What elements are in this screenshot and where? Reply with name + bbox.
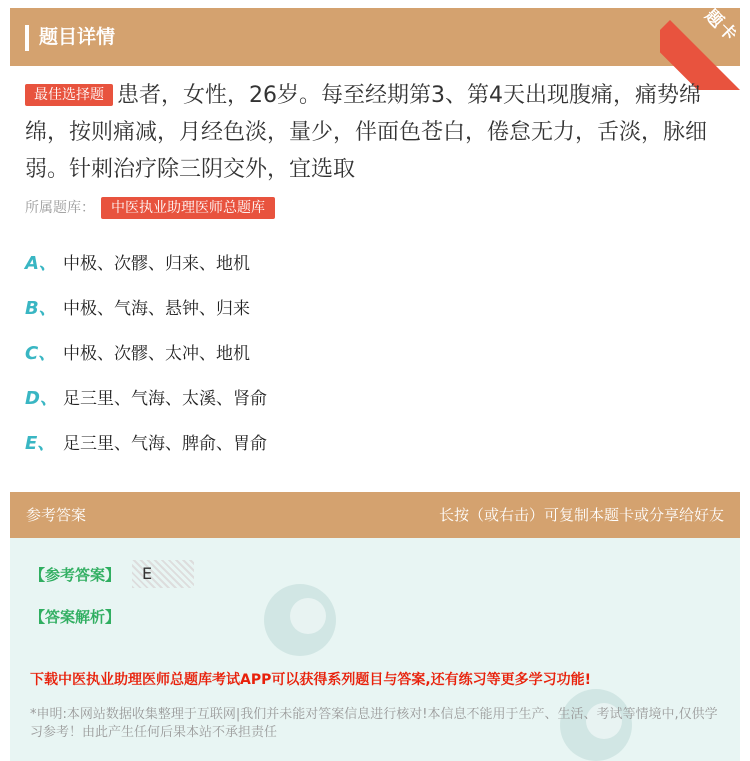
bank-name-badge[interactable]: 中医执业助理医师总题库 (101, 197, 275, 219)
option-e[interactable] (25, 431, 267, 457)
answer-header (10, 492, 740, 538)
share-hint: 长按（或右击）可复制本题卡或分享给好友 (438, 506, 724, 524)
header-accent-bar (25, 25, 29, 51)
option-letter: A、 (25, 253, 57, 274)
answer-panel (10, 492, 740, 761)
option-text: 足三里、气海、脾俞、胃俞 (63, 434, 267, 454)
bank-label: 所属题库： (25, 200, 95, 216)
option-text: 足三里、气海、太溪、肾俞 (63, 389, 267, 409)
ribbon-label: 题卡 (700, 5, 742, 47)
question-bank-row (25, 196, 275, 220)
option-b[interactable] (25, 296, 250, 322)
option-text: 中极、次髎、归来、地机 (63, 254, 250, 274)
answer-value[interactable]: E (132, 560, 194, 588)
header-bar (10, 8, 740, 66)
option-d[interactable] (25, 386, 267, 412)
option-letter: C、 (25, 343, 57, 364)
reference-answer-tag: 【参考答案】 (30, 566, 121, 584)
watermark-logo-inner (290, 598, 326, 634)
question-stem (25, 77, 725, 188)
page-title: 题目详情 (39, 26, 116, 48)
question-text: 患者，女性，26岁。每至经期第3、第4天出现腹痛，痛势绵绵，按则痛减，月经色淡，量少，伴面色苍白，倦怠无力，舌淡，脉细弱。针刺治疗除三阴交外，宜选取 (25, 83, 708, 182)
download-app-link[interactable]: 下载中医执业助理医师总题库考试APP可以获得系列题目与答案,还有练习等更多学习功能! (30, 672, 592, 688)
option-c[interactable] (25, 341, 250, 367)
option-a[interactable] (25, 251, 250, 277)
analysis-tag: 【答案解析】 (30, 608, 121, 626)
question-type-badge: 最佳选择题 (25, 84, 113, 106)
option-letter: D、 (25, 388, 58, 409)
answer-section-label: 参考答案 (26, 506, 87, 524)
option-text: 中极、气海、悬钟、归来 (63, 299, 250, 319)
option-letter: E、 (25, 433, 56, 454)
option-letter: B、 (25, 298, 57, 319)
disclaimer-text: *申明:本网站数据收集整理于互联网|我们并未能对答案信息进行核对!本信息不能用于生产、生活、考试等情境中,仅供学习参考！由此产生任何后果本站不承担责任 (30, 707, 718, 740)
option-text: 中极、次髎、太冲、地机 (63, 344, 250, 364)
